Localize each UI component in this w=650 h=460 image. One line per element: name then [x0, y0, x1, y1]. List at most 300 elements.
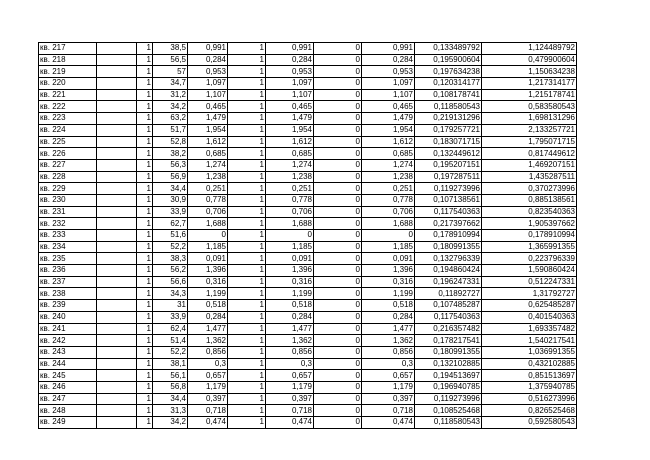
- area-cell: 56,5: [153, 54, 188, 66]
- area-cell: 38,3: [153, 253, 188, 265]
- coef-cell: 1: [137, 276, 153, 288]
- coef-cell: 1: [137, 323, 153, 335]
- area-cell: 63,2: [153, 113, 188, 125]
- table-row: [39, 370, 577, 382]
- value-a-cell: 0,685: [188, 148, 228, 160]
- zero-cell: 0: [314, 218, 362, 230]
- table-row: [39, 206, 577, 218]
- zero-cell: 0: [314, 276, 362, 288]
- share-cell: 0,132102885: [415, 358, 482, 370]
- value-c-cell: 0,251: [362, 183, 415, 195]
- total-cell: 0,512247331: [482, 276, 577, 288]
- flag-cell: 1: [228, 370, 266, 382]
- value-b-cell: 0,284: [266, 311, 314, 323]
- empty-cell: [97, 54, 137, 66]
- value-a-cell: 0: [188, 230, 228, 242]
- value-b-cell: 1,097: [266, 78, 314, 90]
- value-a-cell: 1,179: [188, 381, 228, 393]
- total-cell: 1,31792727: [482, 288, 577, 300]
- area-cell: 56,6: [153, 276, 188, 288]
- zero-cell: 0: [314, 241, 362, 253]
- area-cell: 34,4: [153, 393, 188, 405]
- flag-cell: 1: [228, 183, 266, 195]
- total-cell: 1,693357482: [482, 323, 577, 335]
- flag-cell: 1: [228, 230, 266, 242]
- value-b-cell: 1,688: [266, 218, 314, 230]
- value-c-cell: 0,706: [362, 206, 415, 218]
- empty-cell: [97, 300, 137, 312]
- value-b-cell: 0,953: [266, 66, 314, 78]
- table-row: [39, 89, 577, 101]
- flag-cell: 1: [228, 276, 266, 288]
- flag-cell: 1: [228, 253, 266, 265]
- share-cell: 0,108178741: [415, 89, 482, 101]
- area-cell: 51,4: [153, 335, 188, 347]
- empty-cell: [97, 346, 137, 358]
- apartment-cell: кв. 248: [39, 405, 97, 417]
- total-cell: 1,124489792: [482, 43, 577, 55]
- value-b-cell: 0,518: [266, 300, 314, 312]
- apartment-cell: кв. 242: [39, 335, 97, 347]
- empty-cell: [97, 159, 137, 171]
- value-a-cell: 1,396: [188, 265, 228, 277]
- apartment-cell: кв. 226: [39, 148, 97, 160]
- coef-cell: 1: [137, 417, 153, 429]
- coef-cell: 1: [137, 346, 153, 358]
- value-a-cell: 0,091: [188, 253, 228, 265]
- total-cell: 1,590860424: [482, 265, 577, 277]
- table-row: [39, 265, 577, 277]
- value-c-cell: 0,465: [362, 101, 415, 113]
- area-cell: 34,4: [153, 183, 188, 195]
- coef-cell: 1: [137, 124, 153, 136]
- total-cell: 1,795071715: [482, 136, 577, 148]
- table-row: [39, 323, 577, 335]
- area-cell: 34,2: [153, 101, 188, 113]
- flag-cell: 1: [228, 136, 266, 148]
- zero-cell: 0: [314, 346, 362, 358]
- table-row: [39, 194, 577, 206]
- apartment-cell: кв. 228: [39, 171, 97, 183]
- share-cell: 0,196247331: [415, 276, 482, 288]
- value-a-cell: 1,362: [188, 335, 228, 347]
- flag-cell: 1: [228, 159, 266, 171]
- value-c-cell: 1,688: [362, 218, 415, 230]
- empty-cell: [97, 89, 137, 101]
- share-cell: 0,197287511: [415, 171, 482, 183]
- total-cell: 1,217314177: [482, 78, 577, 90]
- value-a-cell: 1,688: [188, 218, 228, 230]
- value-a-cell: 1,199: [188, 288, 228, 300]
- share-cell: 0,107485287: [415, 300, 482, 312]
- flag-cell: 1: [228, 288, 266, 300]
- coef-cell: 1: [137, 159, 153, 171]
- share-cell: 0,178910994: [415, 230, 482, 242]
- value-c-cell: 1,179: [362, 381, 415, 393]
- zero-cell: 0: [314, 288, 362, 300]
- empty-cell: [97, 78, 137, 90]
- value-c-cell: 0,718: [362, 405, 415, 417]
- value-c-cell: 1,479: [362, 113, 415, 125]
- apartment-cell: кв. 245: [39, 370, 97, 382]
- zero-cell: 0: [314, 136, 362, 148]
- area-cell: 38,5: [153, 43, 188, 55]
- total-cell: 0,370273996: [482, 183, 577, 195]
- coef-cell: 1: [137, 66, 153, 78]
- zero-cell: 0: [314, 300, 362, 312]
- coef-cell: 1: [137, 194, 153, 206]
- coef-cell: 1: [137, 405, 153, 417]
- value-a-cell: 0,284: [188, 311, 228, 323]
- coef-cell: 1: [137, 101, 153, 113]
- value-b-cell: 1,477: [266, 323, 314, 335]
- value-b-cell: 0,685: [266, 148, 314, 160]
- table-row: [39, 335, 577, 347]
- table-row: [39, 171, 577, 183]
- apartment-cell: кв. 222: [39, 101, 97, 113]
- table-row: [39, 218, 577, 230]
- area-cell: 33,9: [153, 311, 188, 323]
- total-cell: 0,823540363: [482, 206, 577, 218]
- empty-cell: [97, 101, 137, 113]
- total-cell: 0,817449612: [482, 148, 577, 160]
- area-cell: 62,4: [153, 323, 188, 335]
- empty-cell: [97, 335, 137, 347]
- value-a-cell: 0,316: [188, 276, 228, 288]
- empty-cell: [97, 171, 137, 183]
- coef-cell: 1: [137, 393, 153, 405]
- value-a-cell: 1,954: [188, 124, 228, 136]
- share-cell: 0,118580543: [415, 417, 482, 429]
- empty-cell: [97, 113, 137, 125]
- empty-cell: [97, 393, 137, 405]
- coef-cell: 1: [137, 113, 153, 125]
- empty-cell: [97, 288, 137, 300]
- apartment-cell: кв. 225: [39, 136, 97, 148]
- value-c-cell: 0,284: [362, 311, 415, 323]
- share-cell: 0,119273996: [415, 393, 482, 405]
- total-cell: 1,150634238: [482, 66, 577, 78]
- empty-cell: [97, 311, 137, 323]
- apartment-cell: кв. 238: [39, 288, 97, 300]
- value-c-cell: 1,362: [362, 335, 415, 347]
- flag-cell: 1: [228, 78, 266, 90]
- apartment-cell: кв. 236: [39, 265, 97, 277]
- value-b-cell: 0: [266, 230, 314, 242]
- area-cell: 30,9: [153, 194, 188, 206]
- share-cell: 0,107138561: [415, 194, 482, 206]
- value-b-cell: 1,479: [266, 113, 314, 125]
- table-row: [39, 381, 577, 393]
- apartment-cell: кв. 246: [39, 381, 97, 393]
- share-cell: 0,178217541: [415, 335, 482, 347]
- coef-cell: 1: [137, 218, 153, 230]
- value-b-cell: 0,284: [266, 54, 314, 66]
- empty-cell: [97, 66, 137, 78]
- zero-cell: 0: [314, 43, 362, 55]
- apartment-cell: кв. 229: [39, 183, 97, 195]
- table-row: [39, 78, 577, 90]
- table-row: [39, 43, 577, 55]
- table-row: [39, 417, 577, 429]
- share-cell: 0,183071715: [415, 136, 482, 148]
- value-b-cell: 1,107: [266, 89, 314, 101]
- total-cell: 1,215178741: [482, 89, 577, 101]
- value-a-cell: 0,657: [188, 370, 228, 382]
- share-cell: 0,216357482: [415, 323, 482, 335]
- apartment-cell: кв. 235: [39, 253, 97, 265]
- zero-cell: 0: [314, 417, 362, 429]
- table-row: [39, 54, 577, 66]
- total-cell: 0,885138561: [482, 194, 577, 206]
- total-cell: 1,540217541: [482, 335, 577, 347]
- value-b-cell: 0,856: [266, 346, 314, 358]
- area-cell: 52,8: [153, 136, 188, 148]
- value-a-cell: 1,097: [188, 78, 228, 90]
- flag-cell: 1: [228, 206, 266, 218]
- zero-cell: 0: [314, 113, 362, 125]
- value-a-cell: 0,474: [188, 417, 228, 429]
- flag-cell: 1: [228, 241, 266, 253]
- value-b-cell: 0,091: [266, 253, 314, 265]
- value-a-cell: 0,706: [188, 206, 228, 218]
- flag-cell: 1: [228, 393, 266, 405]
- share-cell: 0,180991355: [415, 346, 482, 358]
- share-cell: 0,197634238: [415, 66, 482, 78]
- empty-cell: [97, 124, 137, 136]
- value-c-cell: 1,238: [362, 171, 415, 183]
- zero-cell: 0: [314, 171, 362, 183]
- total-cell: 0,583580543: [482, 101, 577, 113]
- table-row: [39, 113, 577, 125]
- value-c-cell: 0,091: [362, 253, 415, 265]
- coef-cell: 1: [137, 43, 153, 55]
- flag-cell: 1: [228, 405, 266, 417]
- empty-cell: [97, 241, 137, 253]
- share-cell: 0,108525468: [415, 405, 482, 417]
- zero-cell: 0: [314, 66, 362, 78]
- total-cell: 0,516273996: [482, 393, 577, 405]
- total-cell: 2,133257721: [482, 124, 577, 136]
- total-cell: 1,469207151: [482, 159, 577, 171]
- value-c-cell: 0,3: [362, 358, 415, 370]
- table-row: [39, 183, 577, 195]
- value-b-cell: 1,612: [266, 136, 314, 148]
- share-cell: 0,194860424: [415, 265, 482, 277]
- value-a-cell: 1,477: [188, 323, 228, 335]
- area-cell: 34,7: [153, 78, 188, 90]
- value-b-cell: 0,778: [266, 194, 314, 206]
- share-cell: 0,117540363: [415, 311, 482, 323]
- value-a-cell: 0,778: [188, 194, 228, 206]
- total-cell: 1,905397662: [482, 218, 577, 230]
- apartment-cell: кв. 243: [39, 346, 97, 358]
- value-c-cell: 1,612: [362, 136, 415, 148]
- area-cell: 38,2: [153, 148, 188, 160]
- total-cell: 1,365991355: [482, 241, 577, 253]
- total-cell: 0,479900604: [482, 54, 577, 66]
- total-cell: 0,223796339: [482, 253, 577, 265]
- flag-cell: 1: [228, 335, 266, 347]
- value-b-cell: 1,396: [266, 265, 314, 277]
- value-a-cell: 1,185: [188, 241, 228, 253]
- table-row: [39, 288, 577, 300]
- value-c-cell: 0: [362, 230, 415, 242]
- table-row: [39, 230, 577, 242]
- flag-cell: 1: [228, 311, 266, 323]
- zero-cell: 0: [314, 183, 362, 195]
- flag-cell: 1: [228, 89, 266, 101]
- apartment-cell: кв. 223: [39, 113, 97, 125]
- coef-cell: 1: [137, 358, 153, 370]
- area-cell: 31: [153, 300, 188, 312]
- zero-cell: 0: [314, 405, 362, 417]
- table-row: [39, 358, 577, 370]
- flag-cell: 1: [228, 323, 266, 335]
- value-b-cell: 1,238: [266, 171, 314, 183]
- total-cell: 0,592580543: [482, 417, 577, 429]
- zero-cell: 0: [314, 335, 362, 347]
- value-b-cell: 0,397: [266, 393, 314, 405]
- apartment-cell: кв. 240: [39, 311, 97, 323]
- empty-cell: [97, 276, 137, 288]
- flag-cell: 1: [228, 218, 266, 230]
- table-row: [39, 101, 577, 113]
- share-cell: 0,132449612: [415, 148, 482, 160]
- apartment-cell: кв. 224: [39, 124, 97, 136]
- zero-cell: 0: [314, 370, 362, 382]
- flag-cell: 1: [228, 171, 266, 183]
- table-row: [39, 148, 577, 160]
- empty-cell: [97, 253, 137, 265]
- coef-cell: 1: [137, 311, 153, 323]
- coef-cell: 1: [137, 54, 153, 66]
- total-cell: 0,178910994: [482, 230, 577, 242]
- value-c-cell: 1,199: [362, 288, 415, 300]
- zero-cell: 0: [314, 54, 362, 66]
- value-c-cell: 0,657: [362, 370, 415, 382]
- zero-cell: 0: [314, 194, 362, 206]
- coef-cell: 1: [137, 381, 153, 393]
- zero-cell: 0: [314, 78, 362, 90]
- area-cell: 56,3: [153, 159, 188, 171]
- empty-cell: [97, 265, 137, 277]
- total-cell: 0,826525468: [482, 405, 577, 417]
- value-a-cell: 0,3: [188, 358, 228, 370]
- value-a-cell: 0,465: [188, 101, 228, 113]
- table-row: [39, 311, 577, 323]
- flag-cell: 1: [228, 358, 266, 370]
- table-row: [39, 346, 577, 358]
- empty-cell: [97, 230, 137, 242]
- table-row: [39, 66, 577, 78]
- value-c-cell: 1,185: [362, 241, 415, 253]
- apartment-cell: кв. 237: [39, 276, 97, 288]
- value-c-cell: 1,396: [362, 265, 415, 277]
- coef-cell: 1: [137, 171, 153, 183]
- value-c-cell: 0,316: [362, 276, 415, 288]
- value-b-cell: 1,954: [266, 124, 314, 136]
- zero-cell: 0: [314, 206, 362, 218]
- empty-cell: [97, 43, 137, 55]
- table-body: [39, 43, 577, 429]
- flag-cell: 1: [228, 265, 266, 277]
- value-b-cell: 1,179: [266, 381, 314, 393]
- value-a-cell: 1,612: [188, 136, 228, 148]
- empty-cell: [97, 370, 137, 382]
- coef-cell: 1: [137, 78, 153, 90]
- area-cell: 57: [153, 66, 188, 78]
- data-table: [38, 42, 577, 429]
- share-cell: 0,119273996: [415, 183, 482, 195]
- total-cell: 1,375940785: [482, 381, 577, 393]
- share-cell: 0,132796339: [415, 253, 482, 265]
- empty-cell: [97, 148, 137, 160]
- table-row: [39, 393, 577, 405]
- apartment-cell: кв. 244: [39, 358, 97, 370]
- share-cell: 0,133489792: [415, 43, 482, 55]
- share-cell: 0,194513697: [415, 370, 482, 382]
- value-b-cell: 0,718: [266, 405, 314, 417]
- apartment-cell: кв. 221: [39, 89, 97, 101]
- coef-cell: 1: [137, 206, 153, 218]
- flag-cell: 1: [228, 124, 266, 136]
- total-cell: 0,401540363: [482, 311, 577, 323]
- share-cell: 0,195900604: [415, 54, 482, 66]
- apartment-cell: кв. 234: [39, 241, 97, 253]
- flag-cell: 1: [228, 54, 266, 66]
- area-cell: 56,9: [153, 171, 188, 183]
- value-a-cell: 0,718: [188, 405, 228, 417]
- total-cell: 0,851513697: [482, 370, 577, 382]
- apartment-cell: кв. 217: [39, 43, 97, 55]
- zero-cell: 0: [314, 230, 362, 242]
- apartment-cell: кв. 233: [39, 230, 97, 242]
- zero-cell: 0: [314, 393, 362, 405]
- flag-cell: 1: [228, 300, 266, 312]
- zero-cell: 0: [314, 311, 362, 323]
- coef-cell: 1: [137, 335, 153, 347]
- value-a-cell: 1,274: [188, 159, 228, 171]
- empty-cell: [97, 417, 137, 429]
- coef-cell: 1: [137, 136, 153, 148]
- value-b-cell: 0,706: [266, 206, 314, 218]
- share-cell: 0,179257721: [415, 124, 482, 136]
- value-a-cell: 0,397: [188, 393, 228, 405]
- table-row: [39, 124, 577, 136]
- coef-cell: 1: [137, 370, 153, 382]
- zero-cell: 0: [314, 89, 362, 101]
- empty-cell: [97, 323, 137, 335]
- value-c-cell: 1,954: [362, 124, 415, 136]
- share-cell: 0,118580543: [415, 101, 482, 113]
- empty-cell: [97, 194, 137, 206]
- area-cell: 56,8: [153, 381, 188, 393]
- apartment-cell: кв. 218: [39, 54, 97, 66]
- value-a-cell: 1,238: [188, 171, 228, 183]
- flag-cell: 1: [228, 148, 266, 160]
- value-a-cell: 0,284: [188, 54, 228, 66]
- area-cell: 34,2: [153, 417, 188, 429]
- share-cell: 0,219131296: [415, 113, 482, 125]
- coef-cell: 1: [137, 253, 153, 265]
- value-b-cell: 0,3: [266, 358, 314, 370]
- total-cell: 1,036991355: [482, 346, 577, 358]
- value-c-cell: 1,107: [362, 89, 415, 101]
- empty-cell: [97, 136, 137, 148]
- area-cell: 56,1: [153, 370, 188, 382]
- table-row: [39, 159, 577, 171]
